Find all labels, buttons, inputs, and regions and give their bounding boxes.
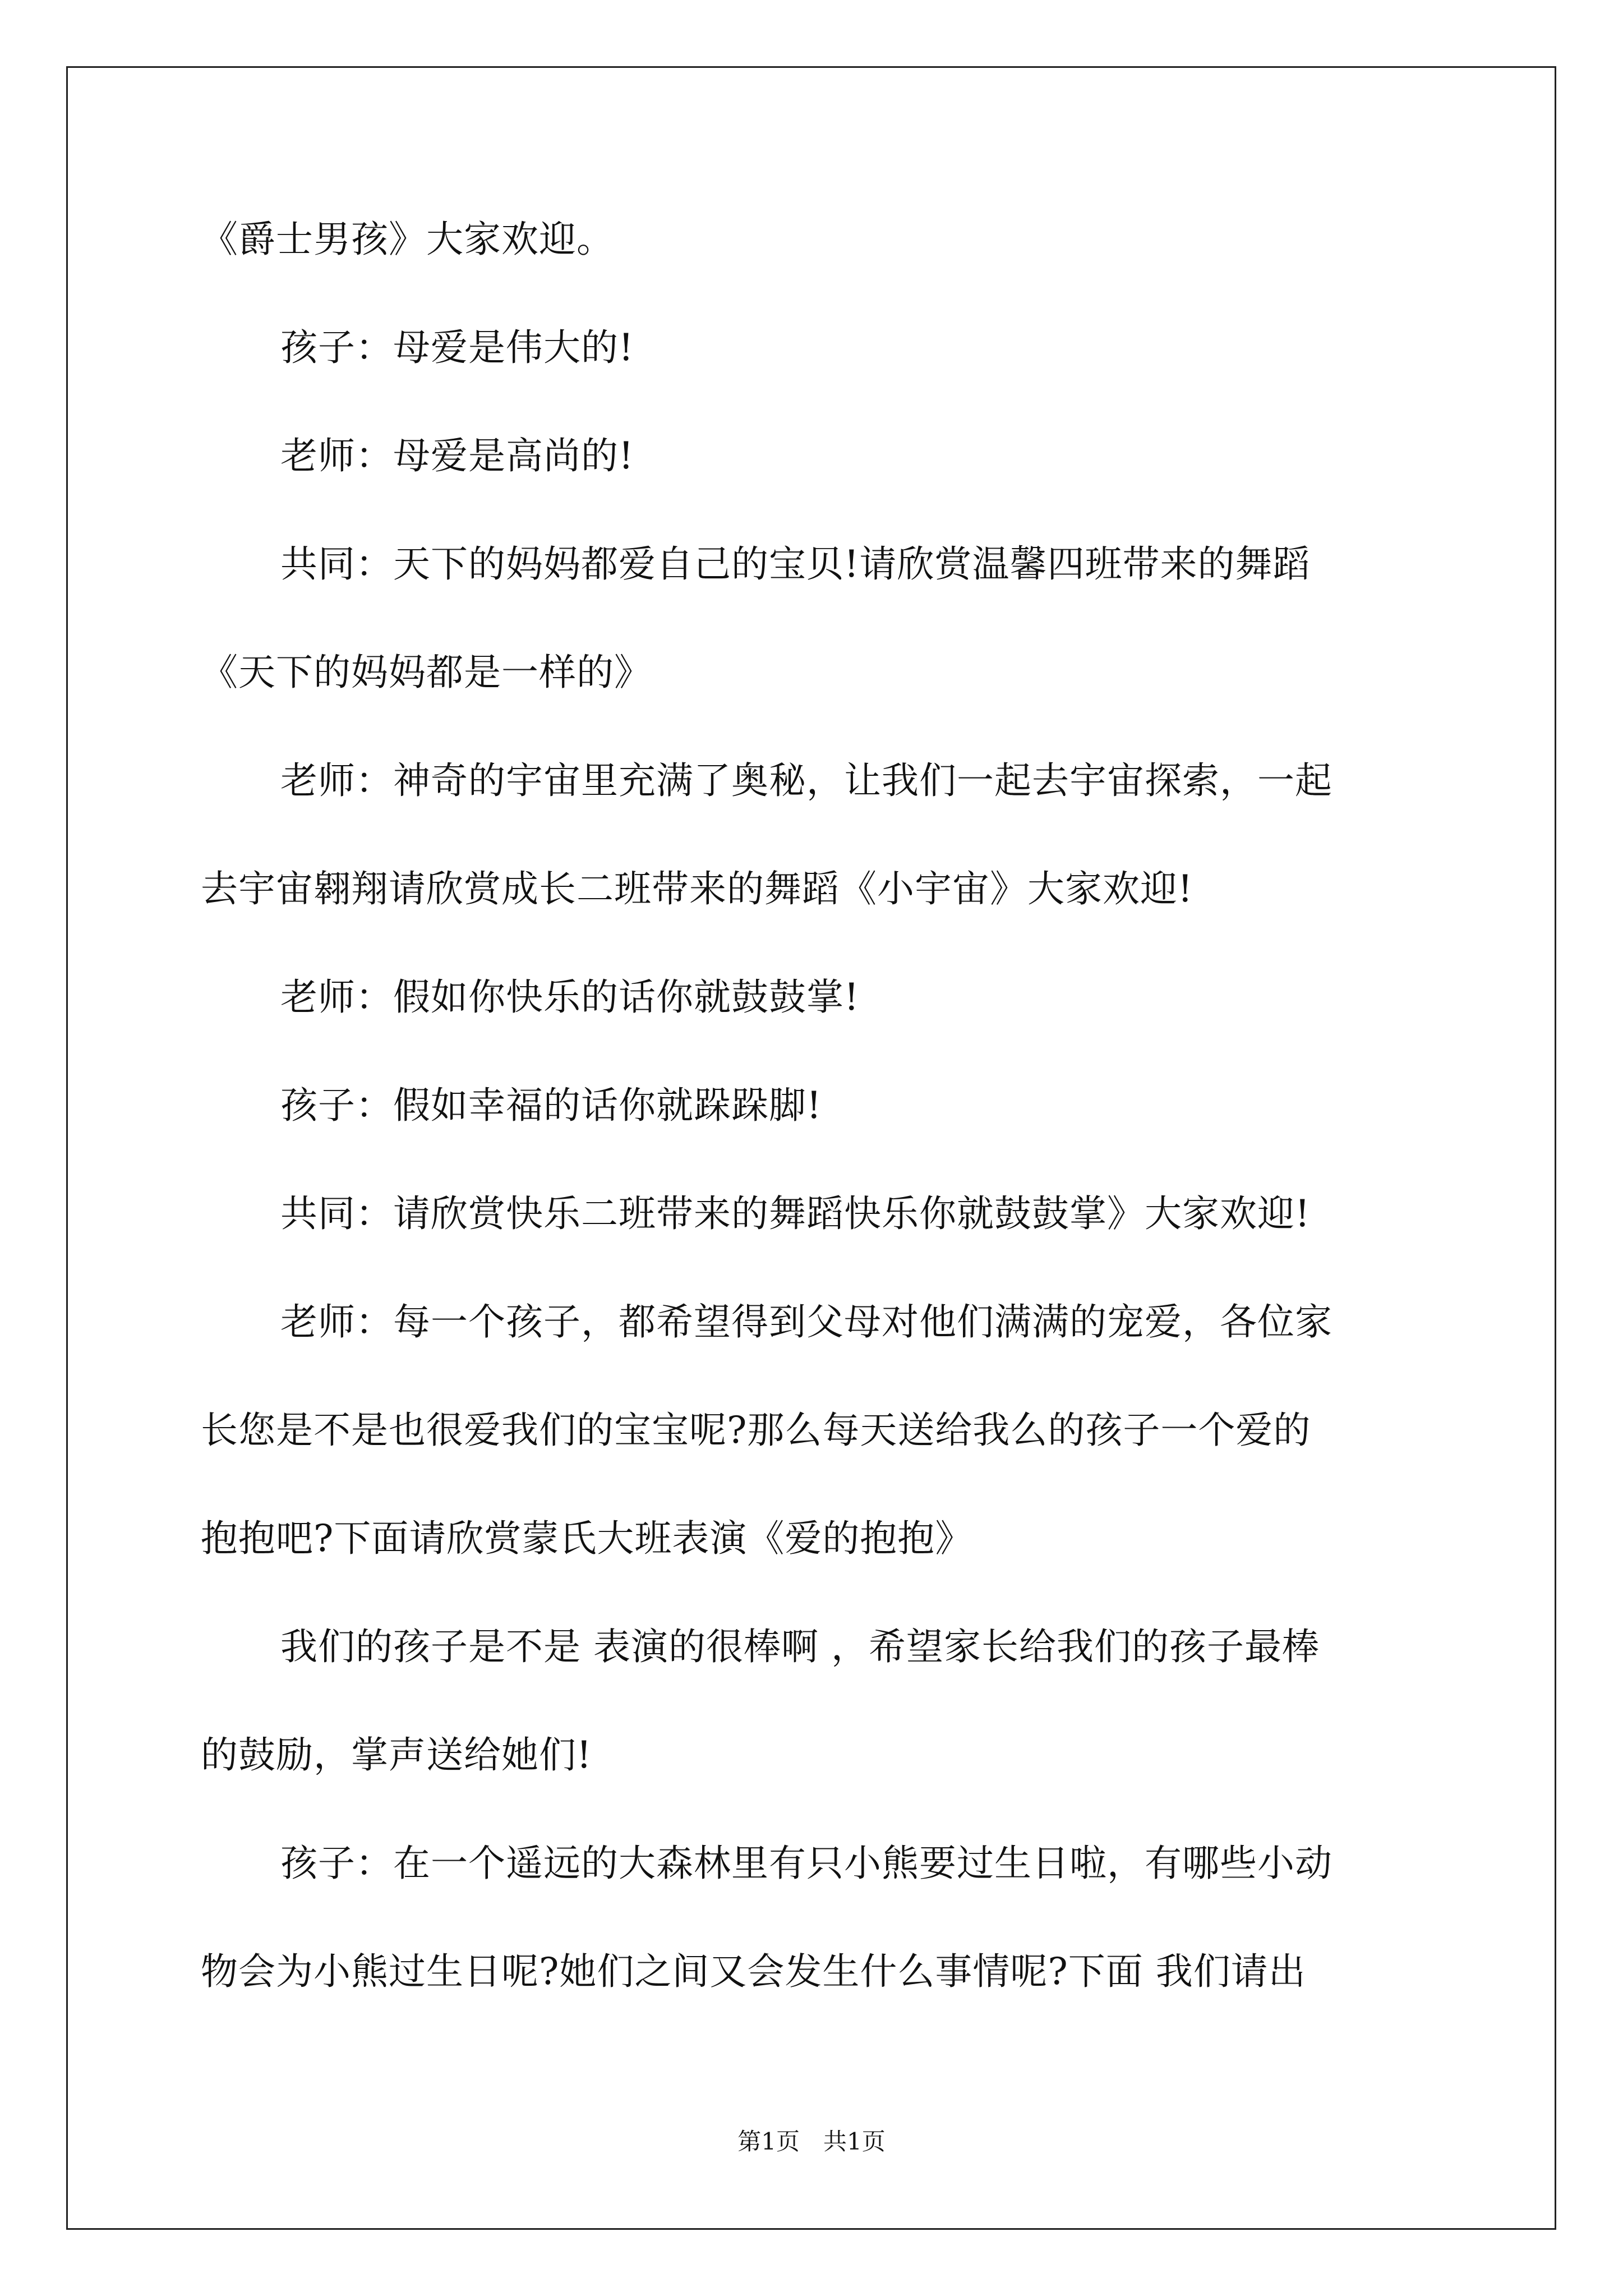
text-line: 物会为小熊过生日呢?她们之间又会发生什么事情呢?下面 我们请出 <box>201 1950 1306 1993</box>
text-line: 老师：神奇的宇宙里充满了奥秘，让我们一起去宇宙探索，一起 <box>280 759 1332 802</box>
text-line: 孩子：母爱是伟大的! <box>280 326 634 369</box>
text-line: 抱抱吧?下面请欣赏蒙氏大班表演《爱的抱抱》 <box>201 1517 973 1560</box>
text-line: 我们的孩子是不是 表演的很棒啊 ，希望家长给我们的孩子最棒 <box>280 1625 1320 1668</box>
text-line: 去宇宙翱翔请欣赏成长二班带来的舞蹈《小宇宙》大家欢迎! <box>201 867 1193 910</box>
page-border <box>66 66 1556 2230</box>
text-line: 孩子：假如幸福的话你就跺跺脚! <box>280 1084 822 1127</box>
text-line: 共同：天下的妈妈都爱自己的宝贝!请欣赏温馨四班带来的舞蹈 <box>280 542 1311 586</box>
text-line: 长您是不是也很爱我们的宝宝呢?那么每天送给我么的孩子一个爱的 <box>201 1409 1311 1452</box>
text-line: 老师：假如你快乐的话你就鼓鼓掌! <box>280 976 860 1019</box>
text-line: 老师：每一个孩子，都希望得到父母对他们满满的宠爱，各位家 <box>280 1300 1332 1343</box>
text-line: 老师：母爱是高尚的! <box>280 434 634 477</box>
text-line: 《天下的妈妈都是一样的》 <box>201 651 652 694</box>
page-number-footer: 第1页 共1页 <box>737 2128 886 2155</box>
text-line: 《爵士男孩》大家欢迎。 <box>201 218 614 261</box>
text-line: 共同：请欣赏快乐二班带来的舞蹈快乐你就鼓鼓掌》大家欢迎! <box>280 1192 1311 1235</box>
text-line: 的鼓励，掌声送给她们! <box>201 1733 592 1777</box>
text-line: 孩子：在一个遥远的大森林里有只小熊要过生日啦，有哪些小动 <box>280 1842 1332 1885</box>
